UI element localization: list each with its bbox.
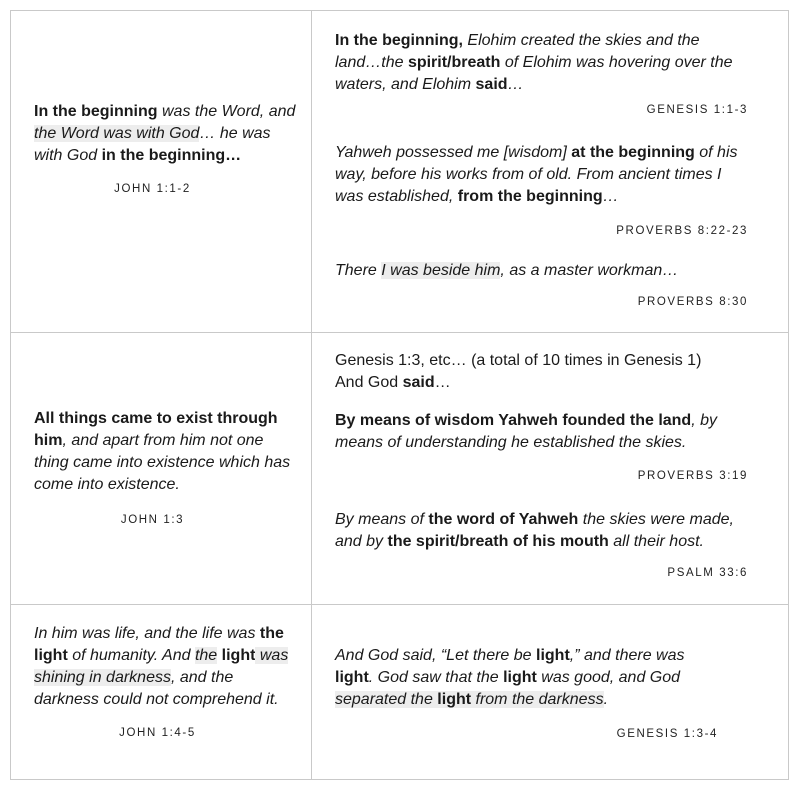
john-1-1-2-passage xyxy=(34,101,301,195)
comparison-table xyxy=(10,10,789,780)
note-line: Genesis 1:3, etc… (a total of 10 times in Genesis 1) xyxy=(335,352,702,369)
proverbs-3-19-passage xyxy=(335,410,758,482)
quote-text: Yahweh possessed me [wisdom] at the beginning of his way, before his works from of old. From ancient times I was established, from the beginning… xyxy=(335,144,738,205)
reference-label: JOHN 1:3 xyxy=(120,514,185,526)
reference-label: JOHN 1:4-5 xyxy=(119,727,196,739)
row1-left-cell xyxy=(11,11,312,333)
quote-text: In him was life, and the life was the light of humanity. And the light was shining in darkness, and the darkness could not comprehend it. xyxy=(34,625,289,708)
reference-label: JOHN 1:1-2 xyxy=(114,183,191,195)
reference-label: PROVERBS 8:30 xyxy=(637,296,748,308)
quote-text: By means of the word of Yahweh the skies were made, and by the spirit/breath of his mouth all their host. xyxy=(335,511,734,550)
reference-label: GENESIS 1:1-3 xyxy=(646,104,748,116)
quote-text: All things came to exist through him, and apart from him not one thing came into existence which has come into existence. xyxy=(34,410,291,493)
note-line: And God said… xyxy=(335,374,451,391)
proverbs-8-30-passage xyxy=(335,260,748,308)
john-1-3-passage xyxy=(34,408,301,526)
proverbs-8-22-23-passage xyxy=(335,142,748,237)
reference-label: GENESIS 1:3-4 xyxy=(616,728,718,740)
row3-left-cell xyxy=(11,605,312,779)
genesis-1-1-3-passage xyxy=(335,30,748,116)
psalm-33-6-passage xyxy=(335,509,758,579)
genesis-1-3-note xyxy=(335,350,748,394)
row1-right-cell xyxy=(312,11,788,333)
quote-text: And God said, “Let there be light,” and there was light. God saw that the light was good, and God separated the light from the darkness. xyxy=(335,647,685,708)
reference-label: PSALM 33:6 xyxy=(667,567,748,579)
row3-right-cell xyxy=(312,605,788,779)
row2-left-cell xyxy=(11,333,312,605)
quote-text: By means of wisdom Yahweh founded the land, by means of understanding he established the skies. xyxy=(335,412,717,451)
row2-right-cell xyxy=(312,333,788,605)
john-1-4-5-passage xyxy=(34,623,301,739)
quote-text: There I was beside him, as a master workman… xyxy=(335,262,679,279)
genesis-1-3-4-passage xyxy=(335,645,718,740)
quote-text: In the beginning was the Word, and the Word was with God… he was with God in the beginning… xyxy=(34,103,296,164)
reference-label: PROVERBS 3:19 xyxy=(637,470,748,482)
quote-text: In the beginning, Elohim created the skies and the land…the spirit/breath of Elohim was hovering over the waters, and Elohim said… xyxy=(335,32,733,93)
reference-label: PROVERBS 8:22-23 xyxy=(616,225,748,237)
